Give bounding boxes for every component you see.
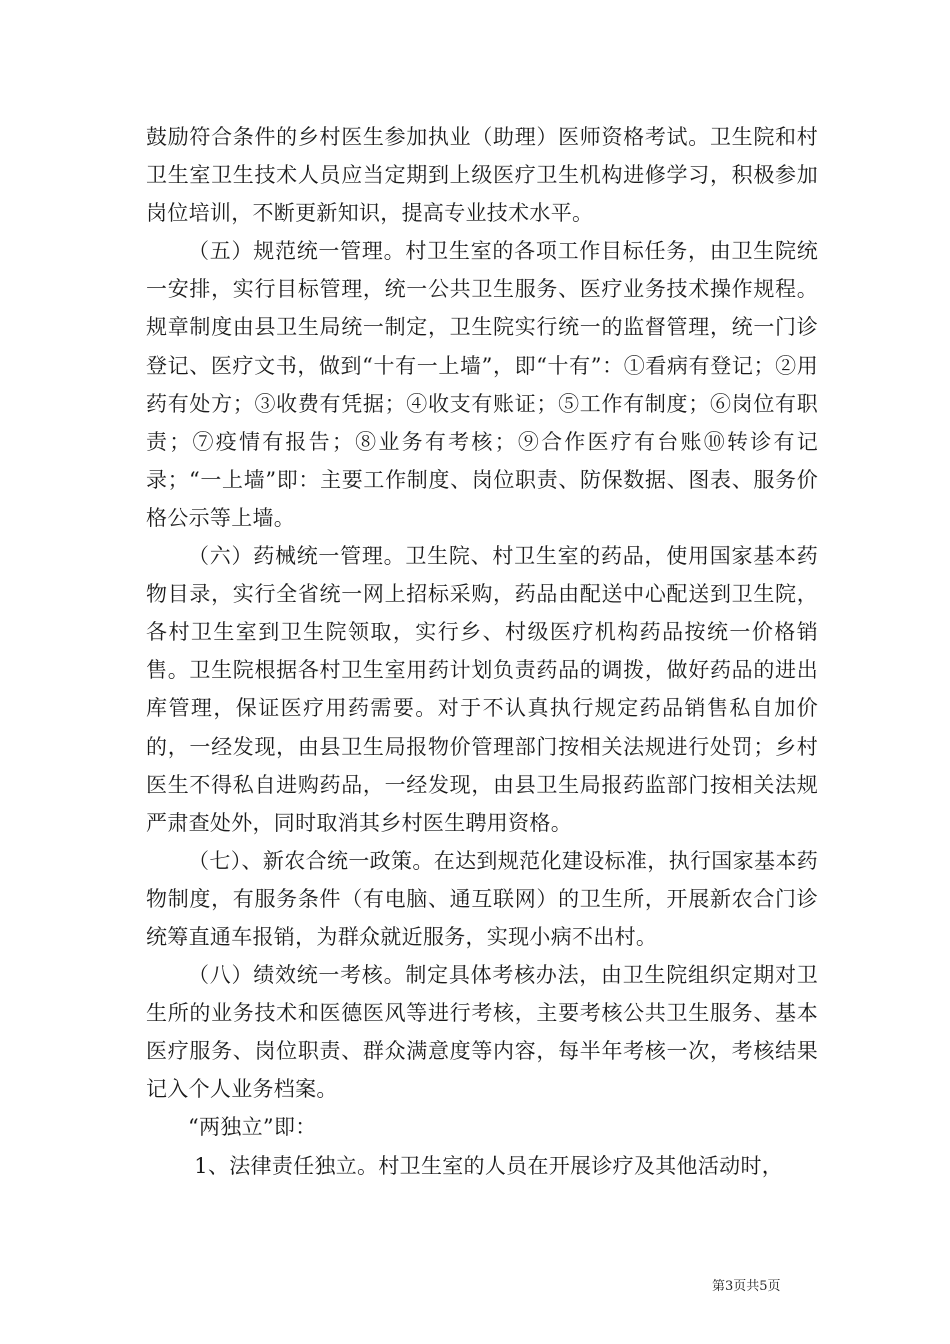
- paragraph-two-independent-heading: “两独立”即：: [188, 1115, 317, 1140]
- page-number: 第3页共5页: [712, 1279, 781, 1294]
- paragraph-continuation: 鼓励符合条件的乡村医生参加执业（助理）医师资格考试。卫生院和村卫生室卫生技术人员应当定期到上级医疗卫生机构进修学习，积极参加岗位培训，不断更新知识，提高专业技术水平。: [146, 125, 818, 226]
- paragraph-section-7: （七）、新农合统一政策。在达到规范化建设标准，执行国家基本药物制度，有服务条件（有电脑、通互联网）的卫生所，开展新农合门诊统筹直通车报销，为群众就近服务，实现小病不出村。: [146, 848, 818, 949]
- paragraph-section-6: （六）药械统一管理。卫生院、村卫生室的药品，使用国家基本药物目录，实行全省统一网上招标采购，药品由配送中心配送到卫生院，各村卫生室到卫生院领取，实行乡、村级医疗机构药品按统一价格销售。卫生院根据各村卫生室用药计划负责药品的调拨，做好药品的进出库管理，保证医疗用药需要。对于不认真执行规定药品销售私自加价的，一经发现，由县卫生局报物价管理部门按相关法规进行处罚；乡村医生不得私自进购药品，一经发现，由县卫生局报药监部门按相关法规严肃查处外，同时取消其乡村医生聘用资格。: [146, 544, 818, 835]
- document-body: [146, 118, 818, 1185]
- paragraph-section-8: （八）绩效统一考核。制定具体考核办法，由卫生院组织定期对卫生所的业务技术和医德医风等进行考核，主要考核公共卫生服务、基本医疗服务、岗位职责、群众满意度等内容，每半年考核一次，考核结果记入个人业务档案。: [146, 963, 818, 1102]
- paragraph-item-1: 1、法律责任独立。村卫生室的人员在开展诊疗及其他活动时，: [194, 1153, 784, 1178]
- paragraph-section-5: （五）规范统一管理。村卫生室的各项工作目标任务，由卫生院统一安排，实行目标管理，统一公共卫生服务、医疗业务技术操作规程。规章制度由县卫生局统一制定，卫生院实行统一的监督管理，统一门诊登记、医疗文书，做到“十有一上墙”，即“十有”：①看病有登记；②用药有处方；③收费有凭据；④收支有账证；⑤工作有制度；⑥岗位有职责；⑦疫情有报告；⑧业务有考核；⑨合作医疗有台账⑩转诊有记录；“一上墙”即：主要工作制度、岗位职责、防保数据、图表、服务价格公示等上墙。: [146, 239, 818, 530]
